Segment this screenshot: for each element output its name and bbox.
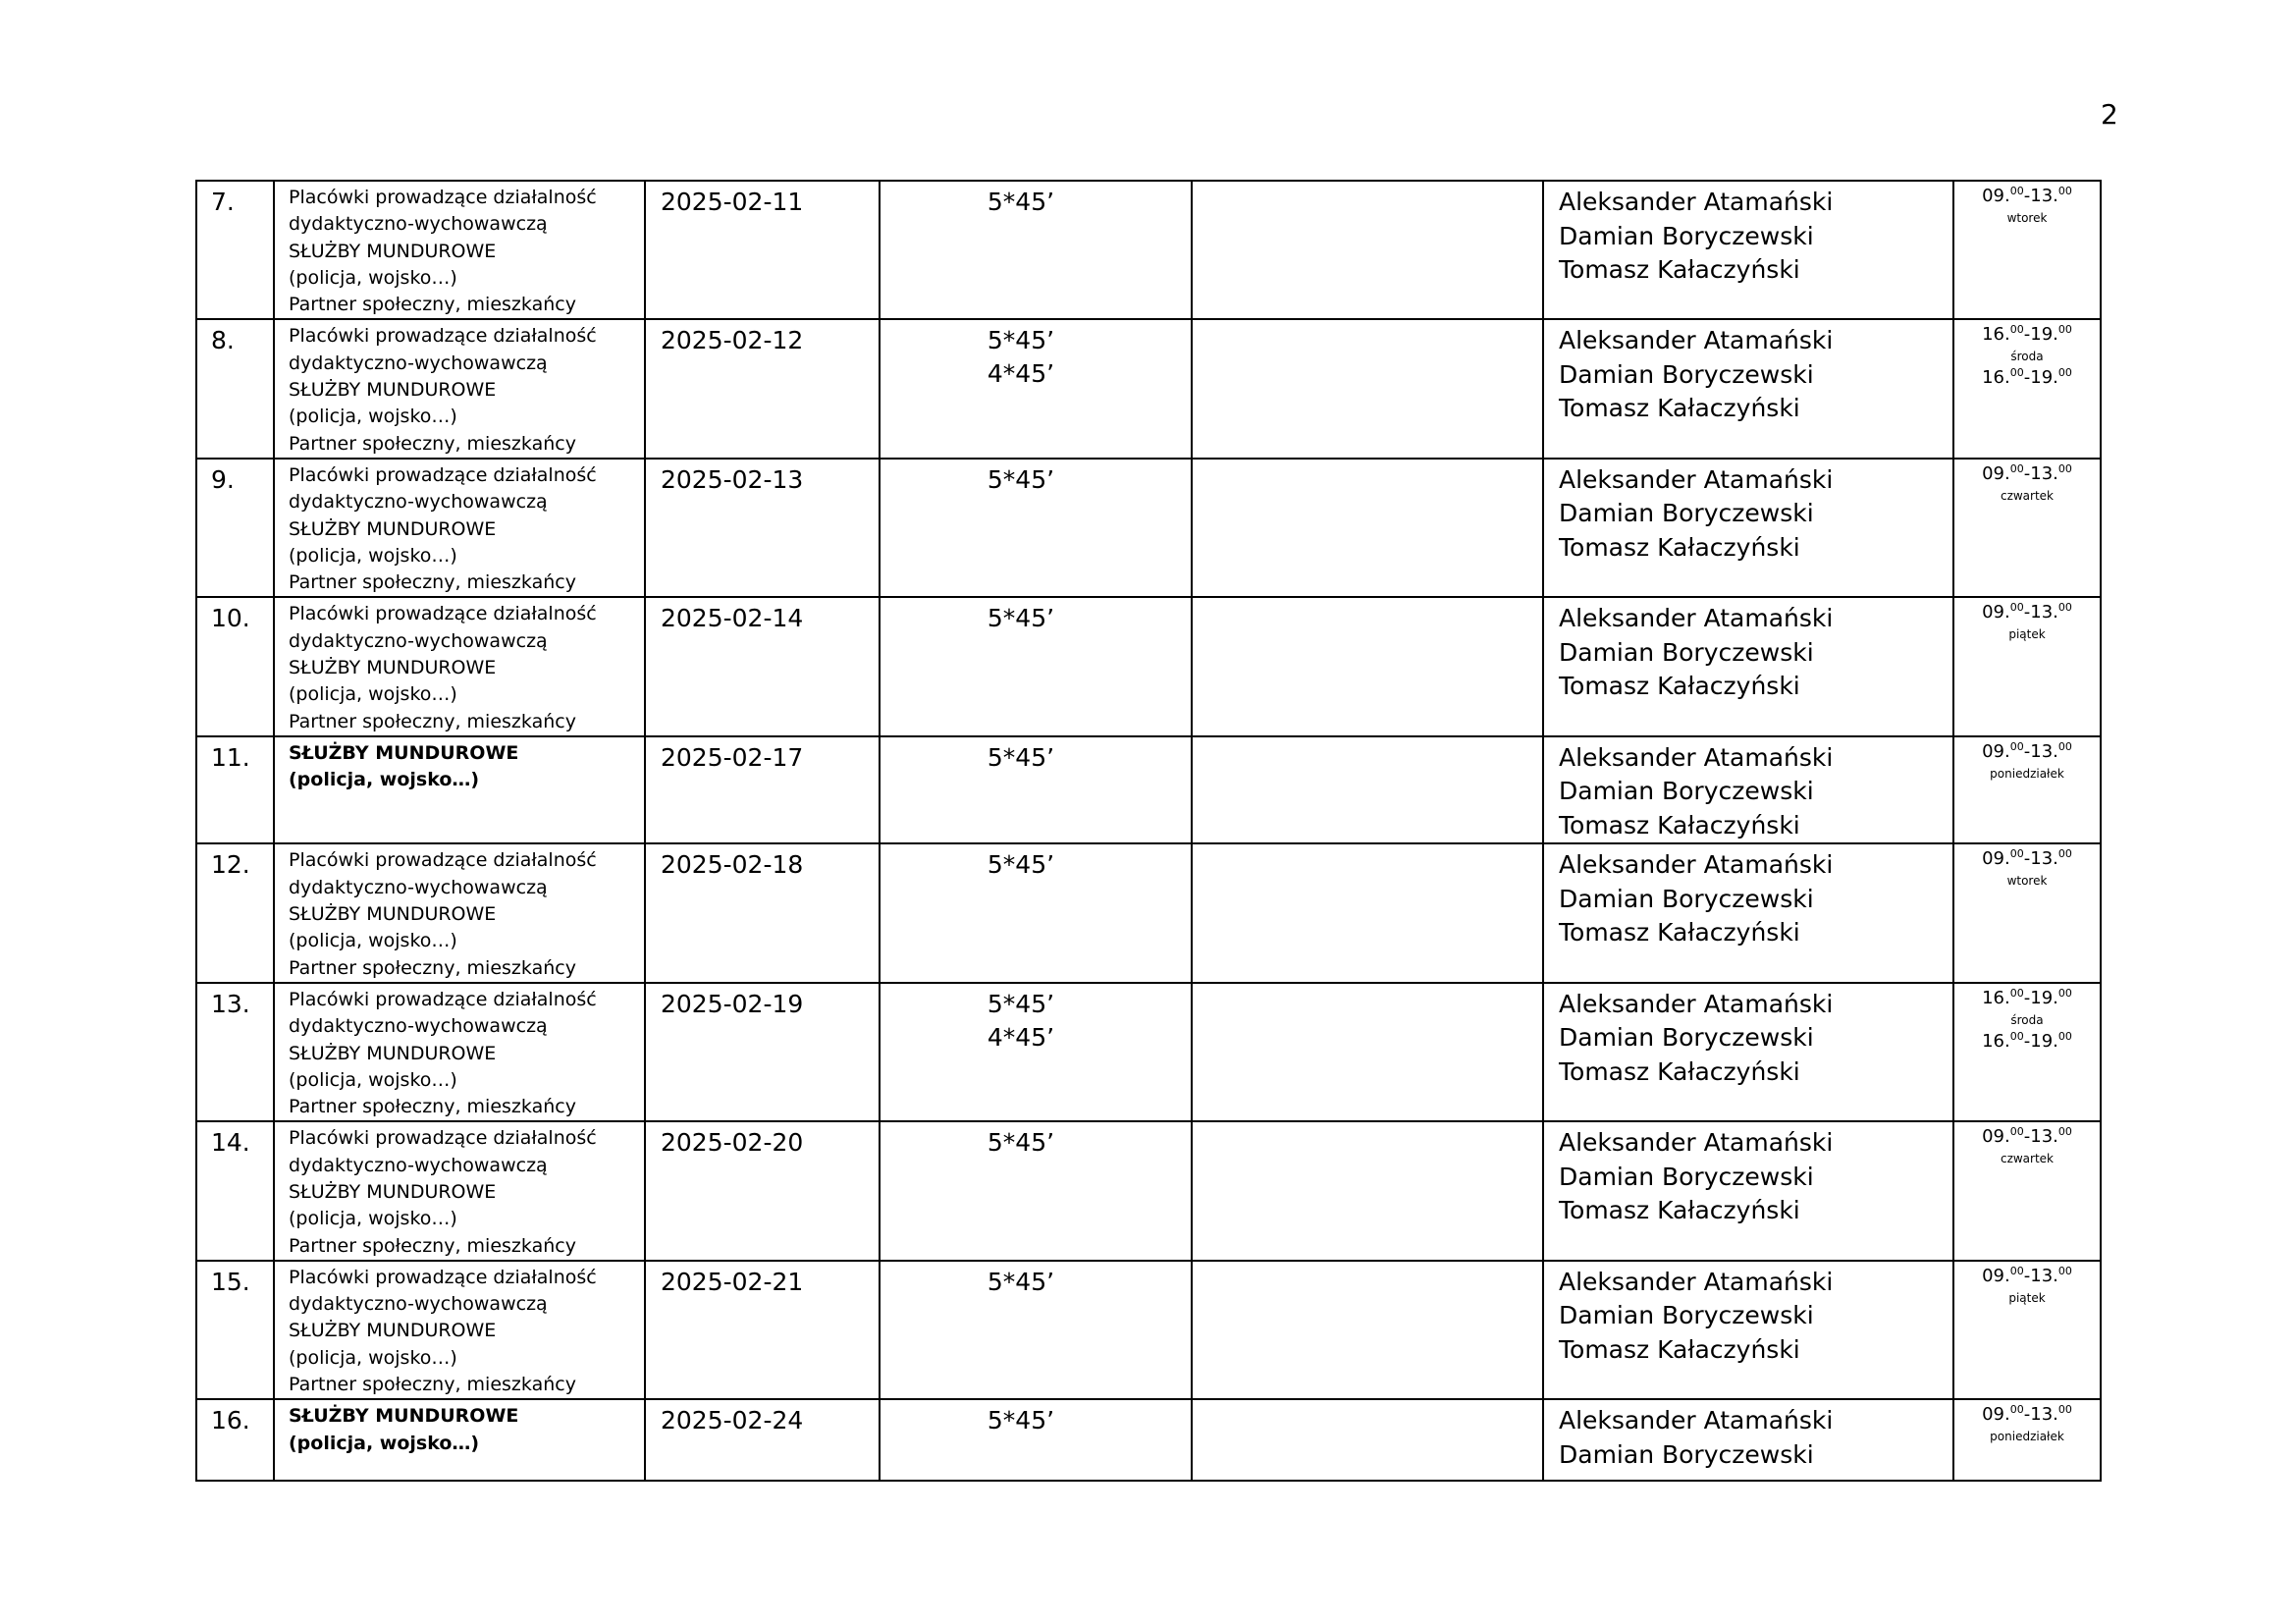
- staff-name: Damian Boryczewski: [1559, 884, 1814, 913]
- description-line: Partner społeczny, mieszkańcy: [289, 571, 576, 594]
- time-start-m: 00: [2009, 461, 2024, 475]
- time-end-m: 00: [2057, 1403, 2072, 1417]
- description-cell: [274, 459, 645, 597]
- staff-name: Aleksander Atamański: [1559, 742, 1834, 772]
- description-cell: [274, 181, 645, 319]
- description-line: Partner społeczny, mieszkańcy: [289, 1096, 576, 1118]
- empty-cell: [1192, 983, 1543, 1121]
- schedule-body: [196, 181, 2101, 1481]
- staff-name: Damian Boryczewski: [1559, 777, 1814, 806]
- row-number-cell: [196, 597, 274, 735]
- weekday-label: wtorek: [2006, 211, 2048, 225]
- weekday-label: piątek: [2008, 1290, 2046, 1305]
- staff-name: Aleksander Atamański: [1559, 326, 1834, 355]
- empty-cell: [1192, 459, 1543, 597]
- description-line: Placówki prowadzące działalność: [289, 849, 597, 872]
- description-line: (policja, wojsko…): [289, 769, 480, 791]
- row-number-cell: [196, 181, 274, 319]
- staff-name: Damian Boryczewski: [1559, 1301, 1814, 1330]
- time-sep: -13.: [2023, 186, 2058, 206]
- description-line: Partner społeczny, mieszkańcy: [289, 432, 576, 455]
- description-line: Partner społeczny, mieszkańcy: [289, 956, 576, 979]
- description-line: Partner społeczny, mieszkańcy: [289, 294, 576, 316]
- time-start-m: 00: [2009, 601, 2024, 615]
- description-line: Partner społeczny, mieszkańcy: [289, 710, 576, 732]
- hours-cell: [880, 1121, 1192, 1260]
- time-sep: -13.: [2023, 1404, 2058, 1426]
- description-line: dydaktyczno-wychowawczą: [289, 352, 548, 374]
- hours-cell: [880, 459, 1192, 597]
- staff-name: Damian Boryczewski: [1559, 637, 1814, 667]
- time-sep: -19.: [2023, 324, 2058, 346]
- weekday-label: czwartek: [2000, 1152, 2055, 1166]
- description-line: Placówki prowadzące działalność: [289, 463, 597, 486]
- hours-value: 5*45’: [987, 464, 1055, 494]
- table-row: [196, 1121, 2101, 1260]
- row-number: 11.: [211, 742, 250, 772]
- time-range: [1954, 366, 2100, 390]
- description-line: SŁUŻBY MUNDUROWE: [289, 379, 497, 402]
- description-line: SŁUŻBY MUNDUROWE: [289, 240, 497, 262]
- staff-name: Aleksander Atamański: [1559, 850, 1834, 880]
- time-range: [1954, 601, 2100, 624]
- row-number-cell: [196, 983, 274, 1121]
- staff-name: Tomasz Kałaczyński: [1559, 918, 1800, 947]
- staff-name: Damian Boryczewski: [1559, 359, 1814, 389]
- weekday-label: czwartek: [2000, 488, 2055, 503]
- description-cell: [274, 983, 645, 1121]
- date-value: 2025-02-17: [661, 742, 804, 772]
- hours-cell: [880, 597, 1192, 735]
- date-value: 2025-02-20: [661, 1128, 804, 1158]
- time-start-h: 09.: [1982, 1126, 2010, 1148]
- staff-cell: [1543, 181, 1953, 319]
- time-cell: [1953, 1121, 2101, 1260]
- time-end-m: 00: [2057, 366, 2072, 380]
- time-end-m: 00: [2057, 601, 2072, 615]
- staff-name: Damian Boryczewski: [1559, 1162, 1814, 1191]
- description-line: Placówki prowadzące działalność: [289, 187, 597, 208]
- staff-name: Damian Boryczewski: [1559, 1023, 1814, 1053]
- staff-name: Tomasz Kałaczyński: [1559, 532, 1800, 562]
- empty-cell: [1192, 597, 1543, 735]
- time-end-m: 00: [2057, 185, 2072, 197]
- description-line: dydaktyczno-wychowawczą: [289, 1293, 548, 1316]
- time-end-m: 00: [2057, 1125, 2072, 1139]
- description-line: Placówki prowadzące działalność: [289, 325, 597, 348]
- time-sep: -13.: [2023, 1126, 2058, 1148]
- staff-cell: [1543, 1261, 1953, 1399]
- staff-name: Tomasz Kałaczyński: [1559, 394, 1800, 423]
- time-range: [1954, 1125, 2100, 1149]
- time-cell: [1953, 736, 2101, 844]
- staff-name: Damian Boryczewski: [1559, 221, 1814, 250]
- description-line: SŁUŻBY MUNDUROWE: [289, 1042, 497, 1064]
- time-start-h: 16.: [1982, 987, 2010, 1008]
- time-range: [1954, 323, 2100, 347]
- table-row: [196, 736, 2101, 844]
- time-start-m: 00: [2009, 1403, 2024, 1417]
- time-start-h: 09.: [1982, 462, 2010, 484]
- weekday-label: wtorek: [2006, 874, 2048, 889]
- empty-cell: [1192, 843, 1543, 982]
- hours-value: 5*45’: [987, 604, 1055, 633]
- hours-cell: [880, 1261, 1192, 1399]
- hours-value: 5*45’: [987, 326, 1055, 355]
- weekday-label: środa: [2010, 350, 2044, 364]
- date-cell: [645, 597, 880, 735]
- staff-cell: [1543, 1399, 1953, 1481]
- time-range: [1954, 847, 2100, 871]
- hours-cell: [880, 1399, 1192, 1481]
- time-start-h: 16.: [1982, 1030, 2010, 1052]
- description-cell: [274, 597, 645, 735]
- table-row: [196, 983, 2101, 1121]
- date-cell: [645, 1399, 880, 1481]
- date-value: 2025-02-19: [661, 989, 804, 1018]
- time-sep: -13.: [2023, 462, 2058, 484]
- time-cell: [1953, 983, 2101, 1121]
- time-end-m: 00: [2057, 847, 2072, 861]
- empty-cell: [1192, 181, 1543, 319]
- description-line: SŁUŻBY MUNDUROWE: [289, 903, 497, 926]
- description-line: (policja, wojsko…): [289, 406, 457, 428]
- date-cell: [645, 181, 880, 319]
- time-start-h: 09.: [1982, 186, 2010, 206]
- description-line: (policja, wojsko…): [289, 1208, 457, 1230]
- description-line: dydaktyczno-wychowawczą: [289, 491, 548, 514]
- description-line: dydaktyczno-wychowawczą: [289, 629, 548, 652]
- empty-cell: [1192, 736, 1543, 844]
- staff-name: Damian Boryczewski: [1559, 499, 1814, 528]
- staff-name: Tomasz Kałaczyński: [1559, 1056, 1800, 1086]
- schedule-table: [195, 180, 2102, 1482]
- weekday-label: piątek: [2008, 627, 2046, 642]
- description-line: (policja, wojsko…): [289, 1068, 457, 1091]
- description-line: (policja, wojsko…): [289, 930, 457, 952]
- hours-value: 4*45’: [987, 359, 1055, 389]
- table-row: [196, 319, 2101, 458]
- date-cell: [645, 459, 880, 597]
- time-cell: [1953, 597, 2101, 735]
- staff-name: Aleksander Atamański: [1559, 604, 1834, 633]
- row-number-cell: [196, 1399, 274, 1481]
- staff-cell: [1543, 597, 1953, 735]
- time-sep: -13.: [2023, 602, 2058, 623]
- description-cell: [274, 736, 645, 844]
- row-number: 8.: [211, 326, 235, 355]
- description-line: Placówki prowadzące działalność: [289, 1266, 597, 1288]
- empty-cell: [1192, 319, 1543, 458]
- time-end-m: 00: [2057, 461, 2072, 475]
- time-end-m: 00: [2057, 1264, 2072, 1277]
- time-range: [1954, 987, 2100, 1010]
- time-start-m: 00: [2009, 185, 2024, 197]
- staff-name: Tomasz Kałaczyński: [1559, 1334, 1800, 1364]
- time-cell: [1953, 843, 2101, 982]
- description-cell: [274, 1261, 645, 1399]
- time-sep: -19.: [2023, 367, 2058, 389]
- time-start-h: 09.: [1982, 602, 2010, 623]
- row-number: 9.: [211, 464, 235, 494]
- time-start-h: 16.: [1982, 367, 2010, 389]
- description-line: dydaktyczno-wychowawczą: [289, 1154, 548, 1176]
- date-value: 2025-02-14: [661, 604, 804, 633]
- time-sep: -13.: [2023, 740, 2058, 762]
- time-cell: [1953, 459, 2101, 597]
- staff-name: Aleksander Atamański: [1559, 1406, 1834, 1435]
- hours-value: 5*45’: [987, 742, 1055, 772]
- date-cell: [645, 319, 880, 458]
- time-range: [1954, 185, 2100, 208]
- time-start-m: 00: [2009, 366, 2024, 380]
- staff-name: Aleksander Atamański: [1559, 464, 1834, 494]
- date-value: 2025-02-13: [661, 464, 804, 494]
- row-number: 12.: [211, 850, 250, 880]
- staff-cell: [1543, 736, 1953, 844]
- table-row: [196, 1261, 2101, 1399]
- staff-cell: [1543, 1121, 1953, 1260]
- time-sep: -19.: [2023, 987, 2058, 1008]
- staff-name: Tomasz Kałaczyński: [1559, 255, 1800, 284]
- description-line: (policja, wojsko…): [289, 683, 457, 706]
- time-start-m: 00: [2009, 1264, 2024, 1277]
- time-sep: -19.: [2023, 1030, 2058, 1052]
- time-start-h: 09.: [1982, 1265, 2010, 1286]
- hours-value: 5*45’: [987, 1406, 1055, 1435]
- staff-name: Aleksander Atamański: [1559, 989, 1834, 1018]
- table-row: [196, 1399, 2101, 1481]
- time-cell: [1953, 1399, 2101, 1481]
- date-cell: [645, 1261, 880, 1399]
- row-number-cell: [196, 1121, 274, 1260]
- weekday-label: poniedziałek: [1990, 766, 2064, 781]
- staff-name: Aleksander Atamański: [1559, 1128, 1834, 1158]
- time-start-m: 00: [2009, 1029, 2024, 1043]
- date-value: 2025-02-11: [661, 188, 804, 216]
- time-range: [1954, 462, 2100, 486]
- weekday-label: środa: [2010, 1012, 2044, 1027]
- staff-cell: [1543, 843, 1953, 982]
- time-range: [1954, 1030, 2100, 1054]
- empty-cell: [1192, 1261, 1543, 1399]
- table-row: [196, 597, 2101, 735]
- time-end-m: 00: [2057, 1029, 2072, 1043]
- hours-cell: [880, 319, 1192, 458]
- time-range: [1954, 1403, 2100, 1427]
- description-line: SŁUŻBY MUNDUROWE: [289, 517, 497, 540]
- staff-cell: [1543, 459, 1953, 597]
- hours-value: 5*45’: [987, 188, 1055, 216]
- description-line: Placówki prowadzące działalność: [289, 988, 597, 1010]
- time-range: [1954, 1265, 2100, 1288]
- hours-cell: [880, 181, 1192, 319]
- hours-cell: [880, 736, 1192, 844]
- description-line: (policja, wojsko…): [289, 266, 457, 289]
- row-number: 14.: [211, 1128, 250, 1158]
- description-line: (policja, wojsko…): [289, 544, 457, 567]
- description-line: SŁUŻBY MUNDUROWE: [289, 741, 519, 764]
- description-line: SŁUŻBY MUNDUROWE: [289, 657, 497, 679]
- hours-value: 5*45’: [987, 1267, 1055, 1296]
- page-number: 2: [2101, 98, 2118, 131]
- time-range: [1954, 740, 2100, 764]
- staff-name: Tomasz Kałaczyński: [1559, 1196, 1800, 1225]
- date-cell: [645, 736, 880, 844]
- time-cell: [1953, 181, 2101, 319]
- staff-name: Tomasz Kałaczyński: [1559, 672, 1800, 701]
- row-number: 10.: [211, 604, 250, 633]
- row-number-cell: [196, 319, 274, 458]
- staff-name: Tomasz Kałaczyński: [1559, 810, 1800, 839]
- row-number: 15.: [211, 1267, 250, 1296]
- description-line: dydaktyczno-wychowawczą: [289, 1015, 548, 1038]
- description-cell: [274, 843, 645, 982]
- weekday-label: poniedziałek: [1990, 1430, 2064, 1444]
- row-number: 16.: [211, 1406, 250, 1435]
- staff-name: Aleksander Atamański: [1559, 1267, 1834, 1296]
- time-end-m: 00: [2057, 986, 2072, 1000]
- hours-cell: [880, 843, 1192, 982]
- date-cell: [645, 843, 880, 982]
- hours-value: 5*45’: [987, 850, 1055, 880]
- date-value: 2025-02-21: [661, 1267, 804, 1296]
- description-line: SŁUŻBY MUNDUROWE: [289, 1320, 497, 1342]
- description-cell: [274, 1399, 645, 1481]
- time-start-h: 16.: [1982, 324, 2010, 346]
- date-value: 2025-02-12: [661, 326, 804, 355]
- description-line: dydaktyczno-wychowawczą: [289, 213, 548, 236]
- time-start-m: 00: [2009, 739, 2024, 753]
- date-cell: [645, 983, 880, 1121]
- hours-cell: [880, 983, 1192, 1121]
- row-number: 13.: [211, 989, 250, 1018]
- description-line: dydaktyczno-wychowawczą: [289, 876, 548, 898]
- row-number-cell: [196, 1261, 274, 1399]
- description-line: SŁUŻBY MUNDUROWE: [289, 1405, 519, 1428]
- description-line: (policja, wojsko…): [289, 1346, 457, 1369]
- time-start-m: 00: [2009, 323, 2024, 337]
- table-row: [196, 843, 2101, 982]
- hours-value: 5*45’: [987, 1128, 1055, 1158]
- time-end-m: 00: [2057, 323, 2072, 337]
- staff-cell: [1543, 983, 1953, 1121]
- time-sep: -13.: [2023, 848, 2058, 870]
- date-value: 2025-02-18: [661, 850, 804, 880]
- hours-value: 5*45’: [987, 989, 1055, 1018]
- staff-name: Damian Boryczewski: [1559, 1439, 1814, 1469]
- date-value: 2025-02-24: [661, 1406, 804, 1435]
- empty-cell: [1192, 1399, 1543, 1481]
- staff-cell: [1543, 319, 1953, 458]
- date-cell: [645, 1121, 880, 1260]
- row-number-cell: [196, 736, 274, 844]
- description-cell: [274, 1121, 645, 1260]
- time-sep: -13.: [2023, 1265, 2058, 1286]
- time-start-h: 09.: [1982, 740, 2010, 762]
- description-line: Placówki prowadzące działalność: [289, 1127, 597, 1150]
- description-line: Partner społeczny, mieszkańcy: [289, 1374, 576, 1396]
- time-start-m: 00: [2009, 1125, 2024, 1139]
- row-number-cell: [196, 459, 274, 597]
- staff-name: Aleksander Atamański: [1559, 188, 1834, 216]
- description-line: SŁUŻBY MUNDUROWE: [289, 1181, 497, 1203]
- time-start-m: 00: [2009, 847, 2024, 861]
- description-line: (policja, wojsko…): [289, 1432, 480, 1454]
- description-line: Partner społeczny, mieszkańcy: [289, 1234, 576, 1257]
- time-cell: [1953, 1261, 2101, 1399]
- description-line: Placówki prowadzące działalność: [289, 603, 597, 625]
- empty-cell: [1192, 1121, 1543, 1260]
- time-cell: [1953, 319, 2101, 458]
- hours-value: 4*45’: [987, 1022, 1055, 1052]
- description-cell: [274, 319, 645, 458]
- row-number: 7.: [211, 188, 235, 216]
- time-start-h: 09.: [1982, 848, 2010, 870]
- table-row: [196, 181, 2101, 319]
- row-number-cell: [196, 843, 274, 982]
- table-row: [196, 459, 2101, 597]
- time-start-h: 09.: [1982, 1404, 2010, 1426]
- time-end-m: 00: [2057, 739, 2072, 753]
- time-start-m: 00: [2009, 986, 2024, 1000]
